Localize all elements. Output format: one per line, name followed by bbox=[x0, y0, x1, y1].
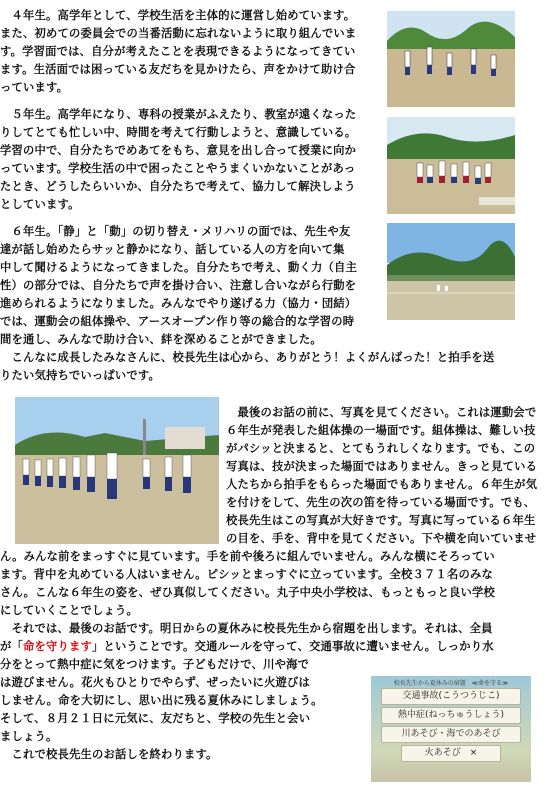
text-run: 」ということです。交通ルールを守って、交通事故に遭いません。しっかり水 bbox=[91, 640, 494, 653]
text-line: りたい気持ちでいっぱいです。 bbox=[0, 369, 160, 382]
sign-item-traffic: 交通事故(こうつうじこ) bbox=[381, 688, 521, 705]
text-line: それでは、最後のお話です。明日からの夏休みに校長先生から宿題を出します。それは、全員 bbox=[0, 622, 493, 635]
text-line: の目を、手を、背中を見てください。下や横を向いていませ bbox=[226, 532, 537, 545]
sign-item-fire-play: 火あそび × bbox=[401, 745, 501, 762]
text-line: にしていくことでしょう。 bbox=[0, 604, 138, 617]
text-line: 間を通し、みんなで助け合い、絆を深めることができました。 bbox=[0, 333, 322, 346]
text-line: ましょう。 bbox=[0, 730, 58, 743]
photo-grade5-field bbox=[387, 117, 515, 214]
text-line: 校長先生はこの写真が大好きです。写真に写っている６年生 bbox=[226, 514, 536, 527]
text-line: これで校長先生のお話しを終わります。 bbox=[0, 748, 218, 761]
text-line: ６年生。「静」と「動」の切り替え・メリハリの面では、先生や友 bbox=[0, 225, 351, 238]
highlight-keep-life: 命を守ります bbox=[23, 640, 92, 653]
homework-line bbox=[0, 640, 494, 654]
text-line: 性）の部分では、自分たちで声を掛け合い、注意し合いながら行動を bbox=[0, 279, 357, 292]
text-line: 最後のお話の前に、写真を見てください。これは運動会で bbox=[226, 406, 537, 419]
sign-item-water-play: 川あそび・海でのあそび bbox=[381, 726, 521, 743]
text-line: しません。命を大切にし、思い出に残る夏休みにしましょう。 bbox=[0, 694, 323, 707]
photo-homework-sign bbox=[371, 676, 531, 782]
text-line: 写真は、技が決まった場面ではありません。きっと見ている bbox=[226, 460, 538, 473]
text-line: 分をとって熱中症に気をつけます。子どもだけで、川や海で bbox=[0, 658, 310, 671]
text-line: 達が話し始めたらサッと静かになり、話している人の方を向いて集 bbox=[0, 243, 345, 256]
sign-caption: 校長先生から夏休みの宿題 ≪命を守る≫ bbox=[393, 680, 509, 687]
text-line: ます。背中を丸めている人はいません。ピシッとまっすぐに立っています。全校３７１名のみな bbox=[0, 568, 494, 581]
sign-item-heatstroke: 熱中症(ねっちゅうしょう) bbox=[381, 707, 521, 724]
text-line: また、初めての委員会での当番活動に忘れないように取り組んでいま bbox=[0, 27, 357, 40]
text-line: 学習の中で、自分たちでめあてをもち、意見を出し合って授業に向か bbox=[0, 144, 357, 157]
text-line: は遊びません。花火もひとりでやらず、ぜったいに火遊びは bbox=[0, 676, 310, 689]
text-line: りしてとても忙しい中、時間を考えて行動しようと、意識している。 bbox=[0, 126, 357, 139]
text-line: 進められるようになりました。みんなでやり遂げる力（協力・団結） bbox=[0, 297, 357, 310]
text-line: さん。こんな６年生の姿を、ぜひ真似してください。丸子中央小学校は、もっともっと良い学校 bbox=[0, 586, 496, 599]
photo-grade6-gymnastics bbox=[15, 397, 219, 544]
text-line: がパシッと決まると、とてもうれしくなります。でも、この bbox=[226, 442, 536, 455]
text-line: っています。学校生活の中で困ったことやうまくいかないことがあっ bbox=[0, 162, 356, 175]
photo-field-mountains bbox=[387, 223, 515, 320]
text-line: ４年生。高学年として、学校生活を主体的に運営し始めています。 bbox=[0, 9, 356, 22]
text-line: を付けをして、先生の次の笛を待っている場面です。でも、 bbox=[226, 496, 536, 509]
text-line: そして、８月２１日に元気に、友だちと、学校の先生と会い bbox=[0, 712, 311, 725]
text-line: 人たちから拍手をもらった場面でもありません。６年生が気 bbox=[226, 478, 538, 491]
text-line: ６年生が発表した組体操の一場面です。組体操は、難しい技 bbox=[226, 424, 536, 437]
text-run: が「 bbox=[0, 640, 23, 653]
photo-grade4-field bbox=[387, 11, 515, 107]
text-line: 中して聞けるようになってきました。自分たちで考え、動く力（自主 bbox=[0, 261, 357, 274]
text-line: としています。 bbox=[0, 198, 80, 211]
text-line: こんなに成長したみなさんに、校長先生は心から、ありがとう！よくがんばった！と拍手を送 bbox=[0, 351, 495, 364]
text-line: たとき、どうしたらいいか、自分たちで考えて、協力して解決しよう bbox=[0, 180, 356, 193]
text-line: ん。みんな前をまっすぐに見ています。手を前や後ろに組んでいません。みんな横にそろってい bbox=[0, 550, 495, 563]
text-line: ５年生。高学年になり、専科の授業がふえたり、教室が遠くなった bbox=[0, 108, 357, 121]
text-line: ます。生活面では困っている友だちを見かけたら、声をかけて助け合 bbox=[0, 63, 356, 76]
text-line: では、運動会の組体操や、アースオープン作り等の総合的な学習の時 bbox=[0, 315, 355, 328]
text-line: す。学習面では、自分が考えたことを表現できるようになってきてい bbox=[0, 45, 356, 58]
text-line: っています。 bbox=[0, 81, 69, 94]
